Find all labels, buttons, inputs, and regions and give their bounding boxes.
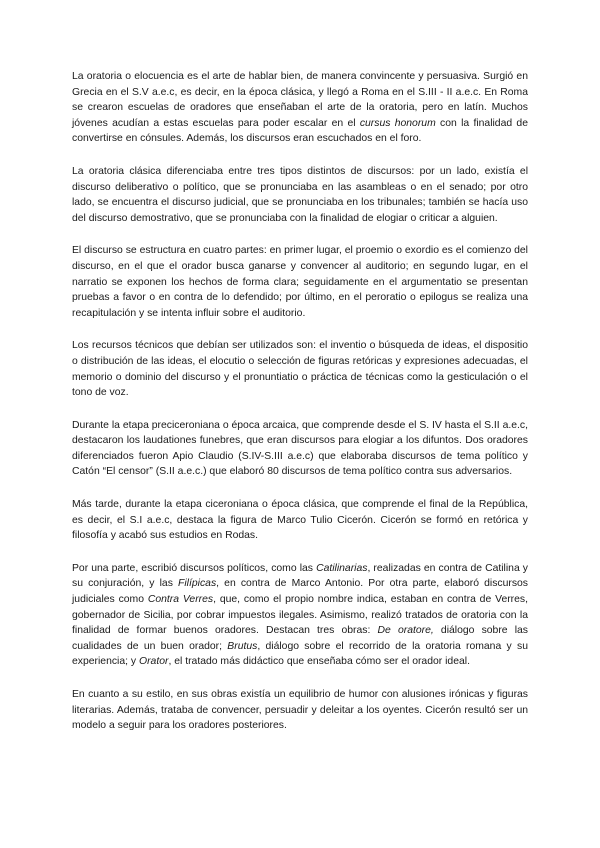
paragraph bbox=[72, 497, 528, 544]
paragraph bbox=[72, 338, 528, 400]
paragraph bbox=[72, 418, 528, 480]
text-run: La oratoria o elocuencia es el arte de hablar bien, de manera convincente y persuasiva. Surgió en Grecia en el S.V a.e.c, es decir, en la época clásica, y llegó a Roma en el S.III - II a.e.c. En Roma se crearon escuelas de oradores que enseñaban el arte de la oratoria, pero en latín. Muchos jóvenes acudían a estas escuelas para poder escalar en el bbox=[72, 71, 528, 129]
italic-text: Filípicas bbox=[178, 578, 217, 590]
paragraph bbox=[72, 687, 528, 734]
text-run: Por una parte, escribió discursos políticos, como las bbox=[72, 562, 317, 574]
paragraph bbox=[72, 164, 528, 226]
italic-text: De oratore, bbox=[377, 625, 434, 637]
text-run: La oratoria clásica diferenciaba entre tres tipos distintos de discursos: por un lado, existía el discurso deliberativo o político, que se pronunciaba en las asambleas o en el senado; por otro lado, se encuentra el discurso judicial, que se pronunciaba en los tribunales; también se hacía uso del discurso demostrativo, que se pronunciaba con la finalidad de elogiar o criticar a alguien. bbox=[72, 165, 528, 224]
text-run: con la finalidad de convertirse en cónsules. Además, los discursos eran escuchados en el foro. bbox=[72, 117, 528, 145]
text-run: , diálogo sobre el recorrido de la oratoria romana y su experiencia; y bbox=[72, 640, 528, 668]
paragraph bbox=[72, 69, 528, 147]
italic-text: Brutus bbox=[227, 640, 258, 652]
text-run: , el tratado más didáctico que enseñaba cómo ser el orador ideal. bbox=[168, 656, 470, 668]
italic-text: cursus honorum bbox=[359, 117, 436, 129]
paragraph bbox=[72, 243, 528, 321]
text-run: Durante la etapa preciceroniana o época arcaica, que comprende desde el S. IV hasta el S.II a.e.c, destacaron los laudationes funebres, que eran discursos para elogiar a los difuntos. Dos oradores diferenciados fueron Apio Claudio (S.IV-S.III a.e.c) que elaboraba discursos de tema político y Catón “El censor” (S.II a.e.c.) que elaboró 80 discursos de tema político contra sus adversarios. bbox=[72, 419, 528, 478]
text-run: Más tarde, durante la etapa ciceroniana o época clásica, que comprende el final de la República, es decir, el S.I a.e.c, destaca la figura de Marco Tulio Cicerón. Cicerón se formó en retórica y filosofía y acabó sus estudios en Rodas. bbox=[72, 499, 528, 542]
text-run: , en contra de Marco Antonio. Por otra parte, elaboró discursos judiciales como bbox=[72, 578, 528, 606]
paragraph bbox=[72, 561, 528, 670]
text-run: En cuanto a su estilo, en sus obras existía un equilibrio de humor con alusiones irónicas y figuras literarias. Además, trataba de convencer, persuadir y deleitar a los oyentes. Cicerón resultó ser un modelo a seguir para los oradores posteriores. bbox=[72, 689, 528, 732]
text-run: diálogo sobre las cualidades de un buen orador; bbox=[72, 625, 529, 652]
text-run: , que, como el propio nombre indica, estaban en contra de Verres, gobernador de Sicilia, por cobrar impuestos ilegales. Asimismo, realizó tratados de oratoria con la finalidad de formar buenos oradores. Destacan tres obras: bbox=[72, 594, 529, 637]
text-run: Los recursos técnicos que debían ser utilizados son: el inventio o búsqueda de ideas, el dispositio o distribución de las ideas, el elocutio o selección de figuras retóricas y expresiones adecuadas, el memorio o dominio del discurso y el pronuntiatio o práctica de técnicas como la gesticulación o el tono de voz. bbox=[72, 340, 528, 399]
italic-text: Contra Verres bbox=[147, 594, 214, 606]
text-run: , realizadas en contra de Catilina y su conjuración, y las bbox=[72, 562, 528, 590]
italic-text: Catilinarias bbox=[316, 562, 368, 574]
text-run: El discurso se estructura en cuatro partes: en primer lugar, el proemio o exordio es el comienzo del discurso, en el que el orador busca ganarse y convencer al auditorio; en segundo lugar, en el narratio se exponen los hechos de forma clara; seguidamente en el argumentatio se presentan pruebas a favor o en contra de lo defendido; por último, en el peroratio o epilogus se realiza una recapitulación y se intenta influir sobre el auditorio. bbox=[72, 245, 528, 319]
document-body bbox=[72, 69, 528, 734]
italic-text: Orator bbox=[139, 656, 169, 668]
